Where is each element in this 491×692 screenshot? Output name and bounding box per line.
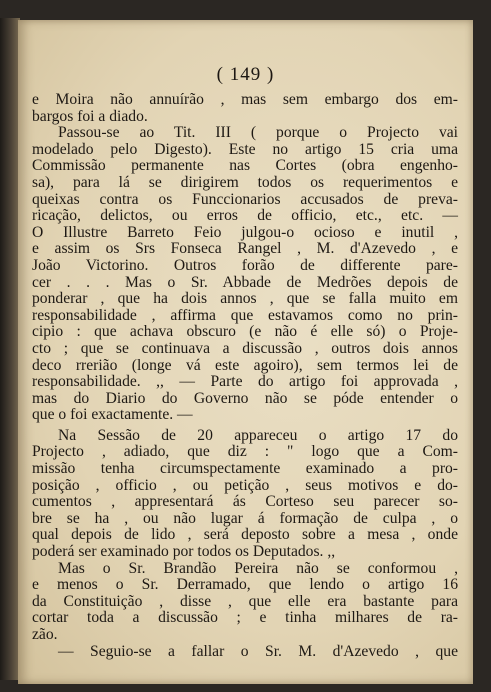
text-line: da Constituição , disse , que elle era bastante para <box>32 592 458 610</box>
text-line: Commissão permanente nas Cortes (obra engenho- <box>32 157 458 175</box>
text-line: cer . . . Mas o Sr. Abbade de Medrões depois de <box>32 273 458 291</box>
text-line: poderá ser examinado por todos os Deputados. ,, <box>32 543 336 561</box>
text-line: ponderar , que ha dois annos , que se falla muito em <box>32 290 458 308</box>
text-line: zão. <box>32 626 58 643</box>
text-line: bre se ha , ou não lugar á formação de culpa , o <box>32 509 458 527</box>
text-line: O Illustre Barreto Feio julgou-o ocioso e inutil , <box>32 223 458 241</box>
text-line: e Moira não annuírão , mas sem embargo dos em- <box>32 91 458 108</box>
text-line: Passou-se ao Tit. III ( porque o Projecto vai <box>58 124 458 142</box>
text-line: responsabilidade , affirma que estavamos como no prin- <box>32 306 458 324</box>
text-line: posição , officio , ou petição , seus motivos e do- <box>32 476 458 494</box>
text-line: qual depois de lido , será deposto sobre a mesa , onde <box>32 526 458 544</box>
text-line: cipio : que achava obscuro (e não é elle só) o Proje- <box>32 323 458 341</box>
text-line: sa), para lá se dirigirem todos os requerimentos e <box>32 173 458 191</box>
text-line: ricação, delictos, ou erros de officio, etc., etc. — <box>32 207 458 225</box>
text-line: — Seguio-se a fallar o Sr. M. d'Azevedo , que <box>58 642 458 660</box>
text-line: Na Sessão de 20 appareceu o artigo 17 do <box>58 426 458 444</box>
text-line: que o foi exactamente. — <box>32 406 193 424</box>
text-line: modelado pelo Digesto). Este no artigo 15 cria uma <box>32 140 458 158</box>
text-line: e assim os Srs Fonseca Rangel , M. d'Azevedo , e <box>32 240 458 258</box>
text-line: cortar toda a discussão ; e tinha milhares de ra- <box>32 609 458 627</box>
text-line: mas do Diario do Governo não se póde entender o <box>32 389 458 407</box>
page-number: ( 149 ) <box>216 64 275 85</box>
text-line: bargos foi a diado. <box>32 107 148 125</box>
page-text <box>32 92 458 660</box>
text-line: missão tenha circumspectamente examinado a pro- <box>32 460 458 478</box>
book-spine <box>0 18 20 680</box>
text-line: Projecto , adiado, que diz : " logo que a Com- <box>32 443 458 461</box>
text-line: Mas o Sr. Brandão Pereira não se conformou , <box>58 559 458 577</box>
text-line: e menos o Sr. Derramado, que lendo o artigo 16 <box>32 576 458 594</box>
text-line: responsabilidade. ,, — Parte do artigo foi approvada , <box>32 373 458 391</box>
text-line: cto ; que se continuava a discussão , outros dois annos <box>32 339 458 357</box>
text-line: cumentos , appresentará ás Corteso seu parecer so- <box>32 493 458 511</box>
text-line: queixas contra os Funccionarios accusados de preva- <box>32 190 458 208</box>
book-page <box>18 20 473 684</box>
text-line: deco rrerião (longe vá este agoiro), sem termos lei de <box>32 356 458 374</box>
text-line: João Victorino. Outros forão de differente pare- <box>32 256 458 274</box>
